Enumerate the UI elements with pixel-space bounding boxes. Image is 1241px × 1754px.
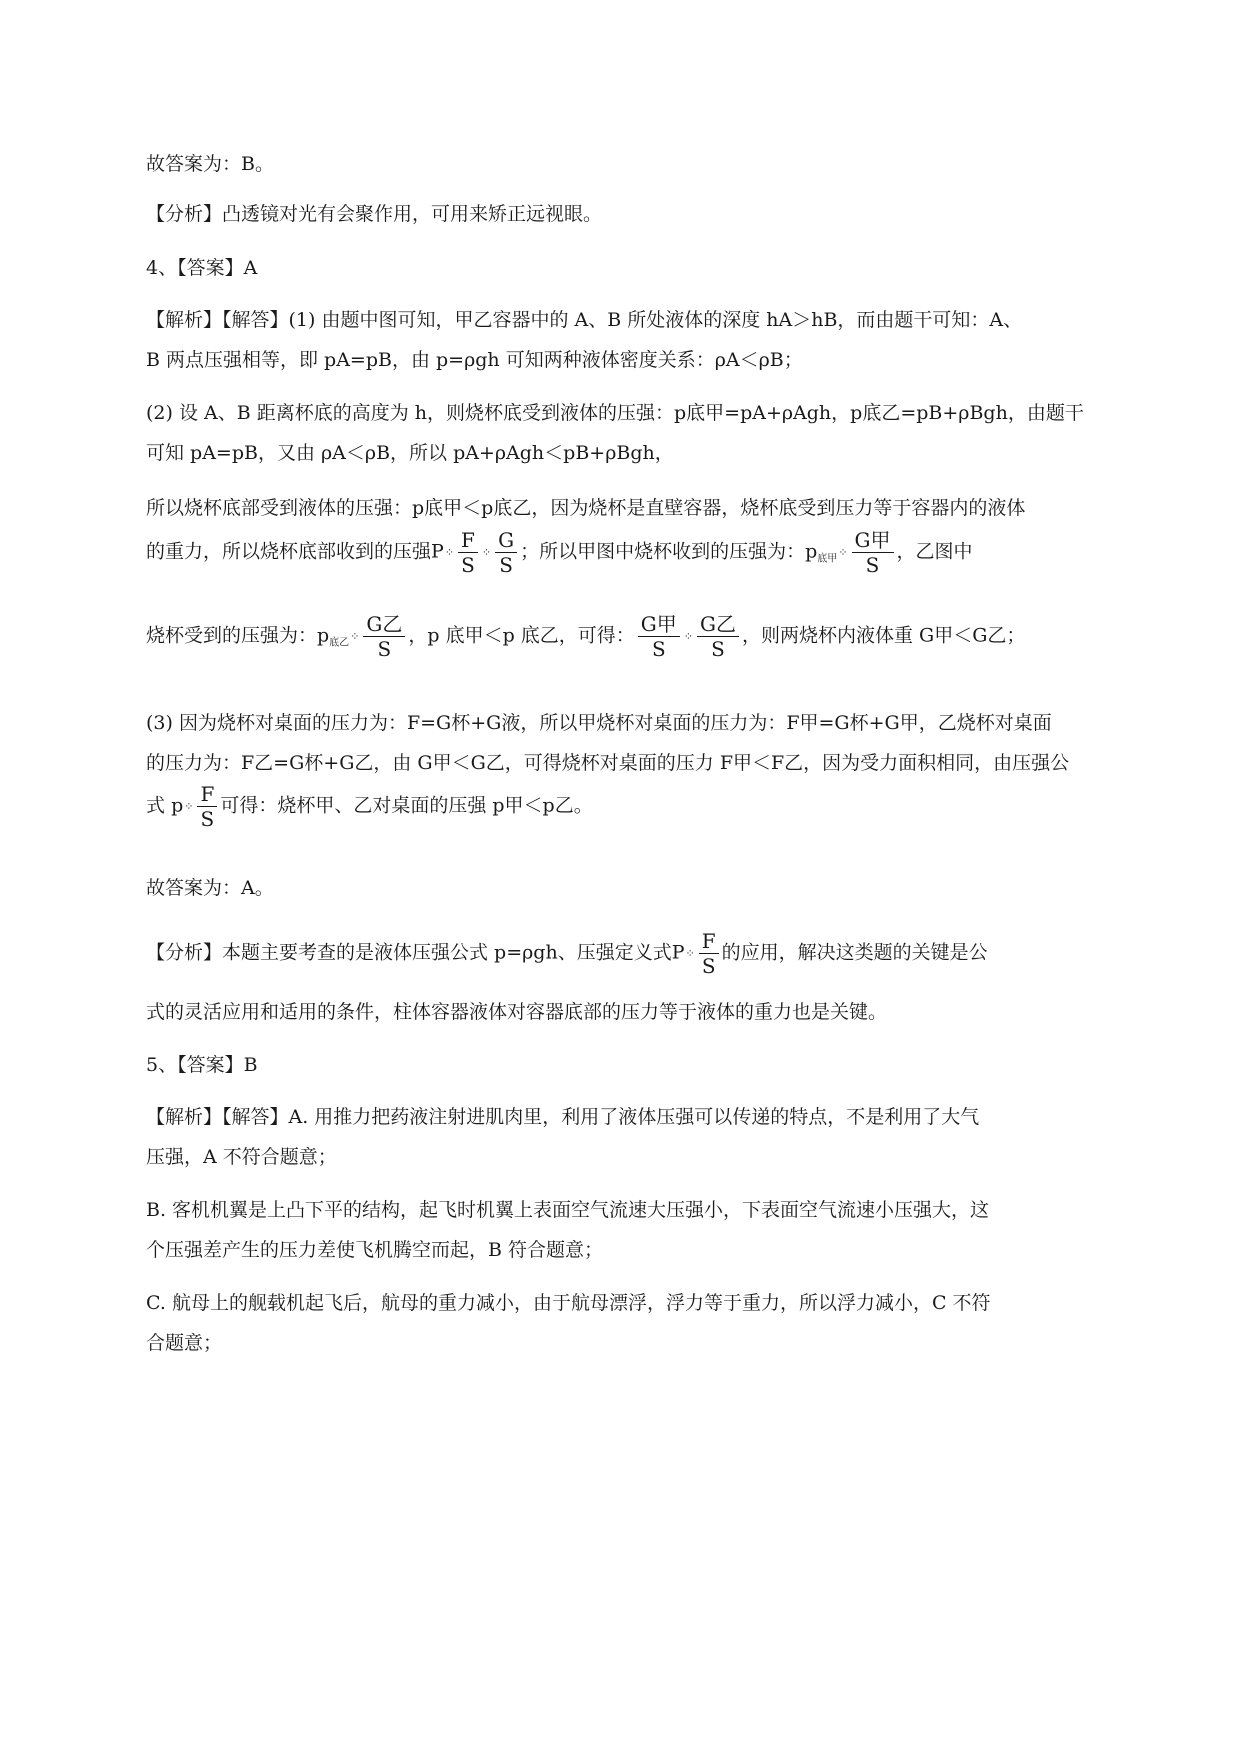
text-segment: 的应用，解决这类题的关键是公 [721,941,988,964]
symbol: P [671,941,685,964]
operator-glyph: ⁘ [838,545,848,559]
text-line: 5、【答案】B [146,1054,258,1076]
text-line: 个压强差产生的压力差使飞机腾空而起，B 符合题意； [146,1239,604,1261]
text-segment: 烧杯受到的压强为： [146,624,318,647]
text-segment: 可得：烧杯甲、乙对桌面的压强 p甲＜p乙。 [220,794,593,817]
operator-glyph: ⁘ [685,946,695,960]
denominator: S [651,637,666,661]
fraction [638,612,680,661]
text-line: C. 航母上的舰载机起飞后，航母的重力减小，由于航母漂浮，浮力等于重力，所以浮力减小，C 不符 [146,1292,991,1314]
fraction [697,612,739,661]
fraction [197,782,217,831]
numerator: G甲 [638,612,680,637]
numerator: F [197,782,217,807]
numerator: F [458,528,478,553]
text-line: B. 客机机翼是上凸下平的结构，起飞时机翼上表面空气流速大压强小，下表面空气流速小压强大，这 [146,1199,990,1221]
text-line: 【分析】凸透镜对光有会聚作用，可用来矫正远视眼。 [146,203,603,225]
text-line: 压强，A 不符合题意； [146,1146,337,1168]
text-segment: 式 [146,794,166,817]
text-line: (2) 设 A、B 距离杯底的高度为 h，则烧杯底受到液体的压强：p底甲=pA+ρAgh，p底乙=pB+ρBgh，由题干 [146,402,1084,424]
operator-glyph: ⁘ [184,799,194,813]
text-segment: ，则两烧杯内液体重 G甲＜G乙； [741,624,1026,647]
fraction [699,929,719,978]
text-line: 【解析】【解答】A. 用推力把药液注射进肌肉里，利用了液体压强可以传递的特点，不是利用了大气 [146,1106,980,1128]
text-line: 式的灵活应用和适用的条件，柱体容器液体对容器底部的压力等于液体的重力也是关键。 [146,1001,888,1023]
denominator: S [711,637,725,661]
text-line: 故答案为：B。 [146,153,274,175]
operator-glyph: ⁘ [683,629,693,643]
subscript: 底甲 [817,553,838,565]
symbol: P [431,540,444,563]
fraction [852,528,894,577]
text-line: B 两点压强相等，即 pA=pB，由 p=ρgh 可知两种液体密度关系：ρA＜ρB； [146,349,803,371]
text-segment: 【分析】本题主要考查的是液体压强公式 p=ρgh、压强定义式 [146,941,672,964]
fraction [495,528,517,577]
text-segment: 的重力，所以烧杯底部收到的压强 [146,540,432,563]
text-line: 合题意； [146,1332,223,1354]
numerator: G乙 [697,612,739,637]
numerator: G乙 [363,612,405,637]
denominator: S [701,954,716,978]
text-line: (3) 因为烧杯对桌面的压力为：F=G杯+G液，所以甲烧杯对桌面的压力为：F甲=G杯+G甲，乙烧杯对桌面 [146,712,1052,734]
text-segment: ，p 底甲＜p 底乙，可得： [408,624,635,647]
denominator: S [461,553,475,577]
text-line: 所以烧杯底部受到液体的压强：p底甲＜p底乙，因为烧杯是直壁容器，烧杯底受到压力等于容器内的液体 [146,497,1026,519]
formula-line [146,612,1025,661]
operator-glyph: ⁘ [481,545,492,559]
formula-line [146,782,593,831]
formula-line [146,528,973,577]
formula-line [146,929,988,978]
numerator: F [699,929,719,954]
fraction [458,528,478,577]
numerator: G [495,528,517,553]
text-line: 的压力为：F乙=G杯+G乙，由 G甲＜G乙，可得烧杯对桌面的压力 F甲＜F乙，因为受力面积相同，由压强公 [146,752,1070,774]
denominator: S [377,637,392,661]
symbol: p [805,540,818,563]
subscript: 底乙 [329,637,350,649]
operator-glyph: ⁘ [444,545,455,559]
denominator: S [499,553,513,577]
symbol: p [317,624,330,647]
operator-glyph: ⁘ [350,629,360,643]
text-segment: ，乙图中 [896,540,973,563]
symbol: p [171,794,184,817]
text-line: 【解析】【解答】(1) 由题中图可知，甲乙容器中的 A、B 所处液体的深度 hA＞hB，而由题干可知：A、 [146,309,1023,331]
denominator: S [865,553,880,577]
fraction [363,612,405,661]
numerator: G甲 [852,528,894,553]
text-line: 4、【答案】A [146,257,258,279]
text-segment: ；所以甲图中烧杯收到的压强为： [520,540,806,563]
text-line: 故答案为：A。 [146,877,274,899]
text-line: 可知 pA=pB，又由 ρA＜ρB，所以 pA+ρAgh＜pB+ρBgh， [146,442,674,464]
denominator: S [200,807,215,831]
